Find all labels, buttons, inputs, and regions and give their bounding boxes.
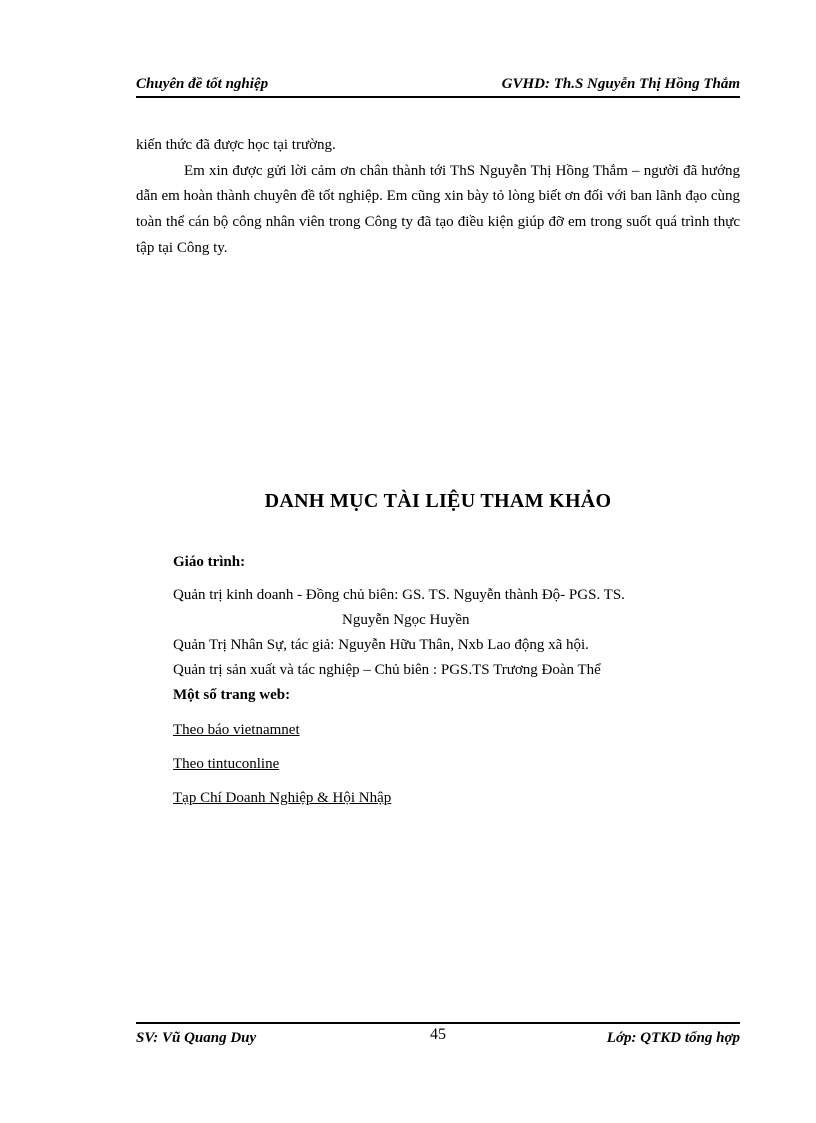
references-list: [173, 550, 733, 812]
body-line-1: kiến thức đã được học tại trường.: [136, 137, 336, 153]
page-header: [136, 74, 740, 98]
web-link-vietnamnet[interactable]: Theo báo vietnamnet: [173, 722, 300, 738]
web-link-doanhnghiep[interactable]: Tạp Chí Doanh Nghiệp & Hội Nhập: [173, 790, 392, 806]
reference-item-1: Quản trị kinh doanh - Đồng chủ biên: GS. TS. Nguyễn thành Độ- PGS. TS.: [173, 587, 625, 603]
page-footer: [136, 1022, 740, 1050]
footer-student: SV: Vũ Quang Duy: [136, 1030, 257, 1046]
textbook-heading: Giáo trình:: [173, 554, 246, 570]
acknowledgement-paragraph: Em xin được gửi lời cảm ơn chân thành tới ThS Nguyễn Thị Hồng Thắm – người đã hướng dẫn em hoàn thành chuyên đề tốt nghiệp. Em cũng xin bày tỏ lòng biết ơn đối với ban lãnh đạo cùng toàn thể cán bộ công nhân viên trong Công ty đã tạo điều kiện giúp đỡ em trong suốt quá trình thực tập tại Công ty.: [136, 162, 740, 256]
header-advisor: GVHD: Th.S Nguyễn Thị Hồng Thắm: [501, 76, 740, 92]
footer-class: Lớp: QTKD tổng hợp: [606, 1030, 740, 1046]
reference-item-2: Quản Trị Nhân Sự, tác giả: Nguyễn Hữu Thân, Nxb Lao động xã hội.: [173, 637, 589, 653]
reference-item-1-cont: Nguyễn Ngọc Huyền: [342, 612, 470, 628]
body-text: [136, 133, 740, 262]
web-heading: Một số trang web:: [173, 687, 291, 703]
references-title: DANH MỤC TÀI LIỆU THAM KHẢO: [264, 490, 612, 512]
web-link-tintuconline[interactable]: Theo tintuconline: [173, 756, 280, 772]
header-course-title: Chuyên đề tốt nghiệp: [136, 76, 269, 92]
reference-item-3: Quản trị sản xuất và tác nghiệp – Chủ biên : PGS.TS Trương Đoàn Thể: [173, 662, 601, 678]
page-number: 45: [430, 1026, 446, 1043]
